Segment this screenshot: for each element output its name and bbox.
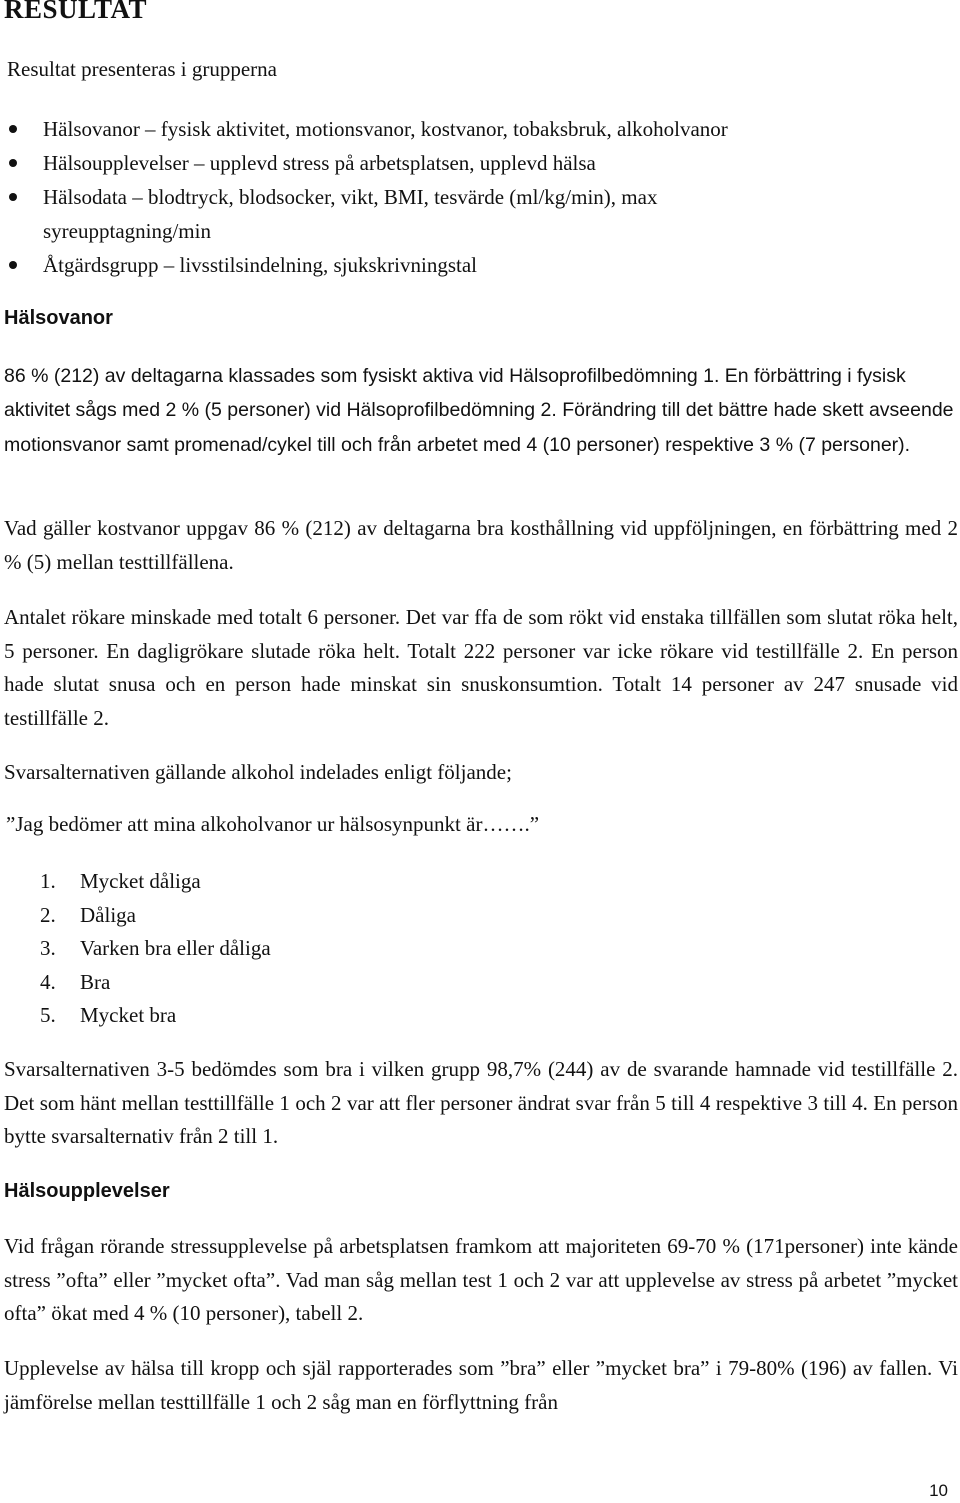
option-number: 5.: [40, 1003, 56, 1027]
bullet-text: Hälsoupplevelser – upplevd stress på arbetsplatsen, upplevd hälsa: [43, 151, 596, 175]
kost-paragraph: Vad gäller kostvanor uppgav 86 % (212) av deltagarna bra kosthållning vid uppföljningen, en förbättring med 2 % (5) mellan testtillfällena.: [4, 516, 958, 574]
halsovanor-paragraph: 86 % (212) av deltagarna klassades som fysiskt aktiva vid Hälsoprofilbedömning 1. En förbättring i fysisk aktivitet sågs med 2 % (5 personer) vid Hälsoprofilbedömning 2. Förändring till det bättre hade skett avseende motionsvanor samt promenad/cykel till och från arbetet med 4 (10 personer) respektive 3 % (7 personer).: [4, 365, 954, 456]
bullet-list: [0, 112, 960, 282]
alkohol-intro: Svarsalternativen gällande alkohol indelades enligt följande;: [4, 760, 512, 784]
stress-paragraph: Vid frågan rörande stressupplevelse på arbetsplatsen framkom att majoriteten 69-70 % (171personer) inte kände stress ”ofta” eller ”mycket ofta”. Vad man såg mellan test 1 och 2 var att upplevelse av stress på arbetet ”mycket ofta” ökat med 4 % (10 personer), tabell 2.: [4, 1234, 958, 1325]
option-item: [40, 865, 271, 899]
heading-halsovanor: Hälsovanor: [4, 307, 113, 329]
alkohol-question: ”Jag bedömer att mina alkoholvanor ur hälsosynpunkt är…….”: [6, 812, 540, 836]
option-label: Mycket bra: [80, 1003, 177, 1027]
alkohol-result-paragraph: Svarsalternativen 3-5 bedömdes som bra i vilken grupp 98,7% (244) av de svarande hamnade vid testillfälle 2. Det som hänt mellan testtillfälle 1 och 2 var att fler personer ändrat svar från 5 till 4 respektive 3 till 4. En person bytte svarsalternativ från 2 till 1.: [4, 1057, 958, 1148]
tobak-paragraph: Antalet rökare minskade med totalt 6 personer. Det var ffa de som rökt vid enstaka tillfällen som slutat röka helt, 5 personer. En dagligrökare slutade röka helt. Totalt 222 personer var icke rökare vid testillfälle 2. En person hade slutat snusa och en person hade minskat sin snuskonsumtion. Totalt 14 personer av 247 snusade vid testillfälle 2.: [4, 605, 958, 730]
option-item: [40, 932, 271, 966]
bullet-icon: [9, 193, 17, 201]
option-label: Varken bra eller dåliga: [80, 936, 271, 960]
bullet-text: Hälsovanor – fysisk aktivitet, motionsvanor, kostvanor, tobaksbruk, alkoholvanor: [43, 117, 728, 141]
option-label: Dåliga: [80, 902, 136, 927]
option-number: 1.: [40, 869, 56, 893]
bullet-icon: [9, 159, 17, 167]
bullet-text-line: syreupptagning/min: [43, 219, 211, 243]
option-item: [40, 999, 271, 1033]
option-item: [40, 966, 271, 1000]
intro-text: Resultat presenteras i grupperna: [7, 57, 277, 81]
bullet-icon: [9, 261, 17, 269]
heading-halsoupplevelser: Hälsoupplevelser: [4, 1180, 170, 1202]
option-number: 3.: [40, 936, 56, 960]
section-title: RESULTAT: [4, 0, 148, 24]
bullet-item: [0, 112, 960, 146]
bullet-text: Åtgärdsgrupp – livsstilsindelning, sjukskrivningstal: [43, 253, 477, 277]
bullet-item: [0, 180, 960, 248]
bullet-item: [0, 248, 960, 282]
option-number: 4.: [40, 969, 56, 994]
bullet-text-line: Hälsodata – blodtryck, blodsocker, vikt, BMI, tesvärde (ml/kg/min), max: [43, 185, 658, 209]
option-number: 2.: [40, 902, 56, 927]
option-label: Mycket dåliga: [80, 869, 201, 893]
bullet-icon: [9, 125, 17, 133]
option-item: [40, 899, 271, 933]
bullet-item: [0, 146, 960, 180]
option-label: Bra: [80, 969, 111, 994]
answer-options-list: [40, 865, 271, 1033]
page-number: 10: [929, 1481, 948, 1500]
halsa-paragraph: Upplevelse av hälsa till kropp och själ rapporterades som ”bra” eller ”mycket bra” i 79-80% (196) av fallen. Vi jämförelse mellan testtillfälle 1 och 2 såg man en förflyttning från: [4, 1356, 958, 1414]
